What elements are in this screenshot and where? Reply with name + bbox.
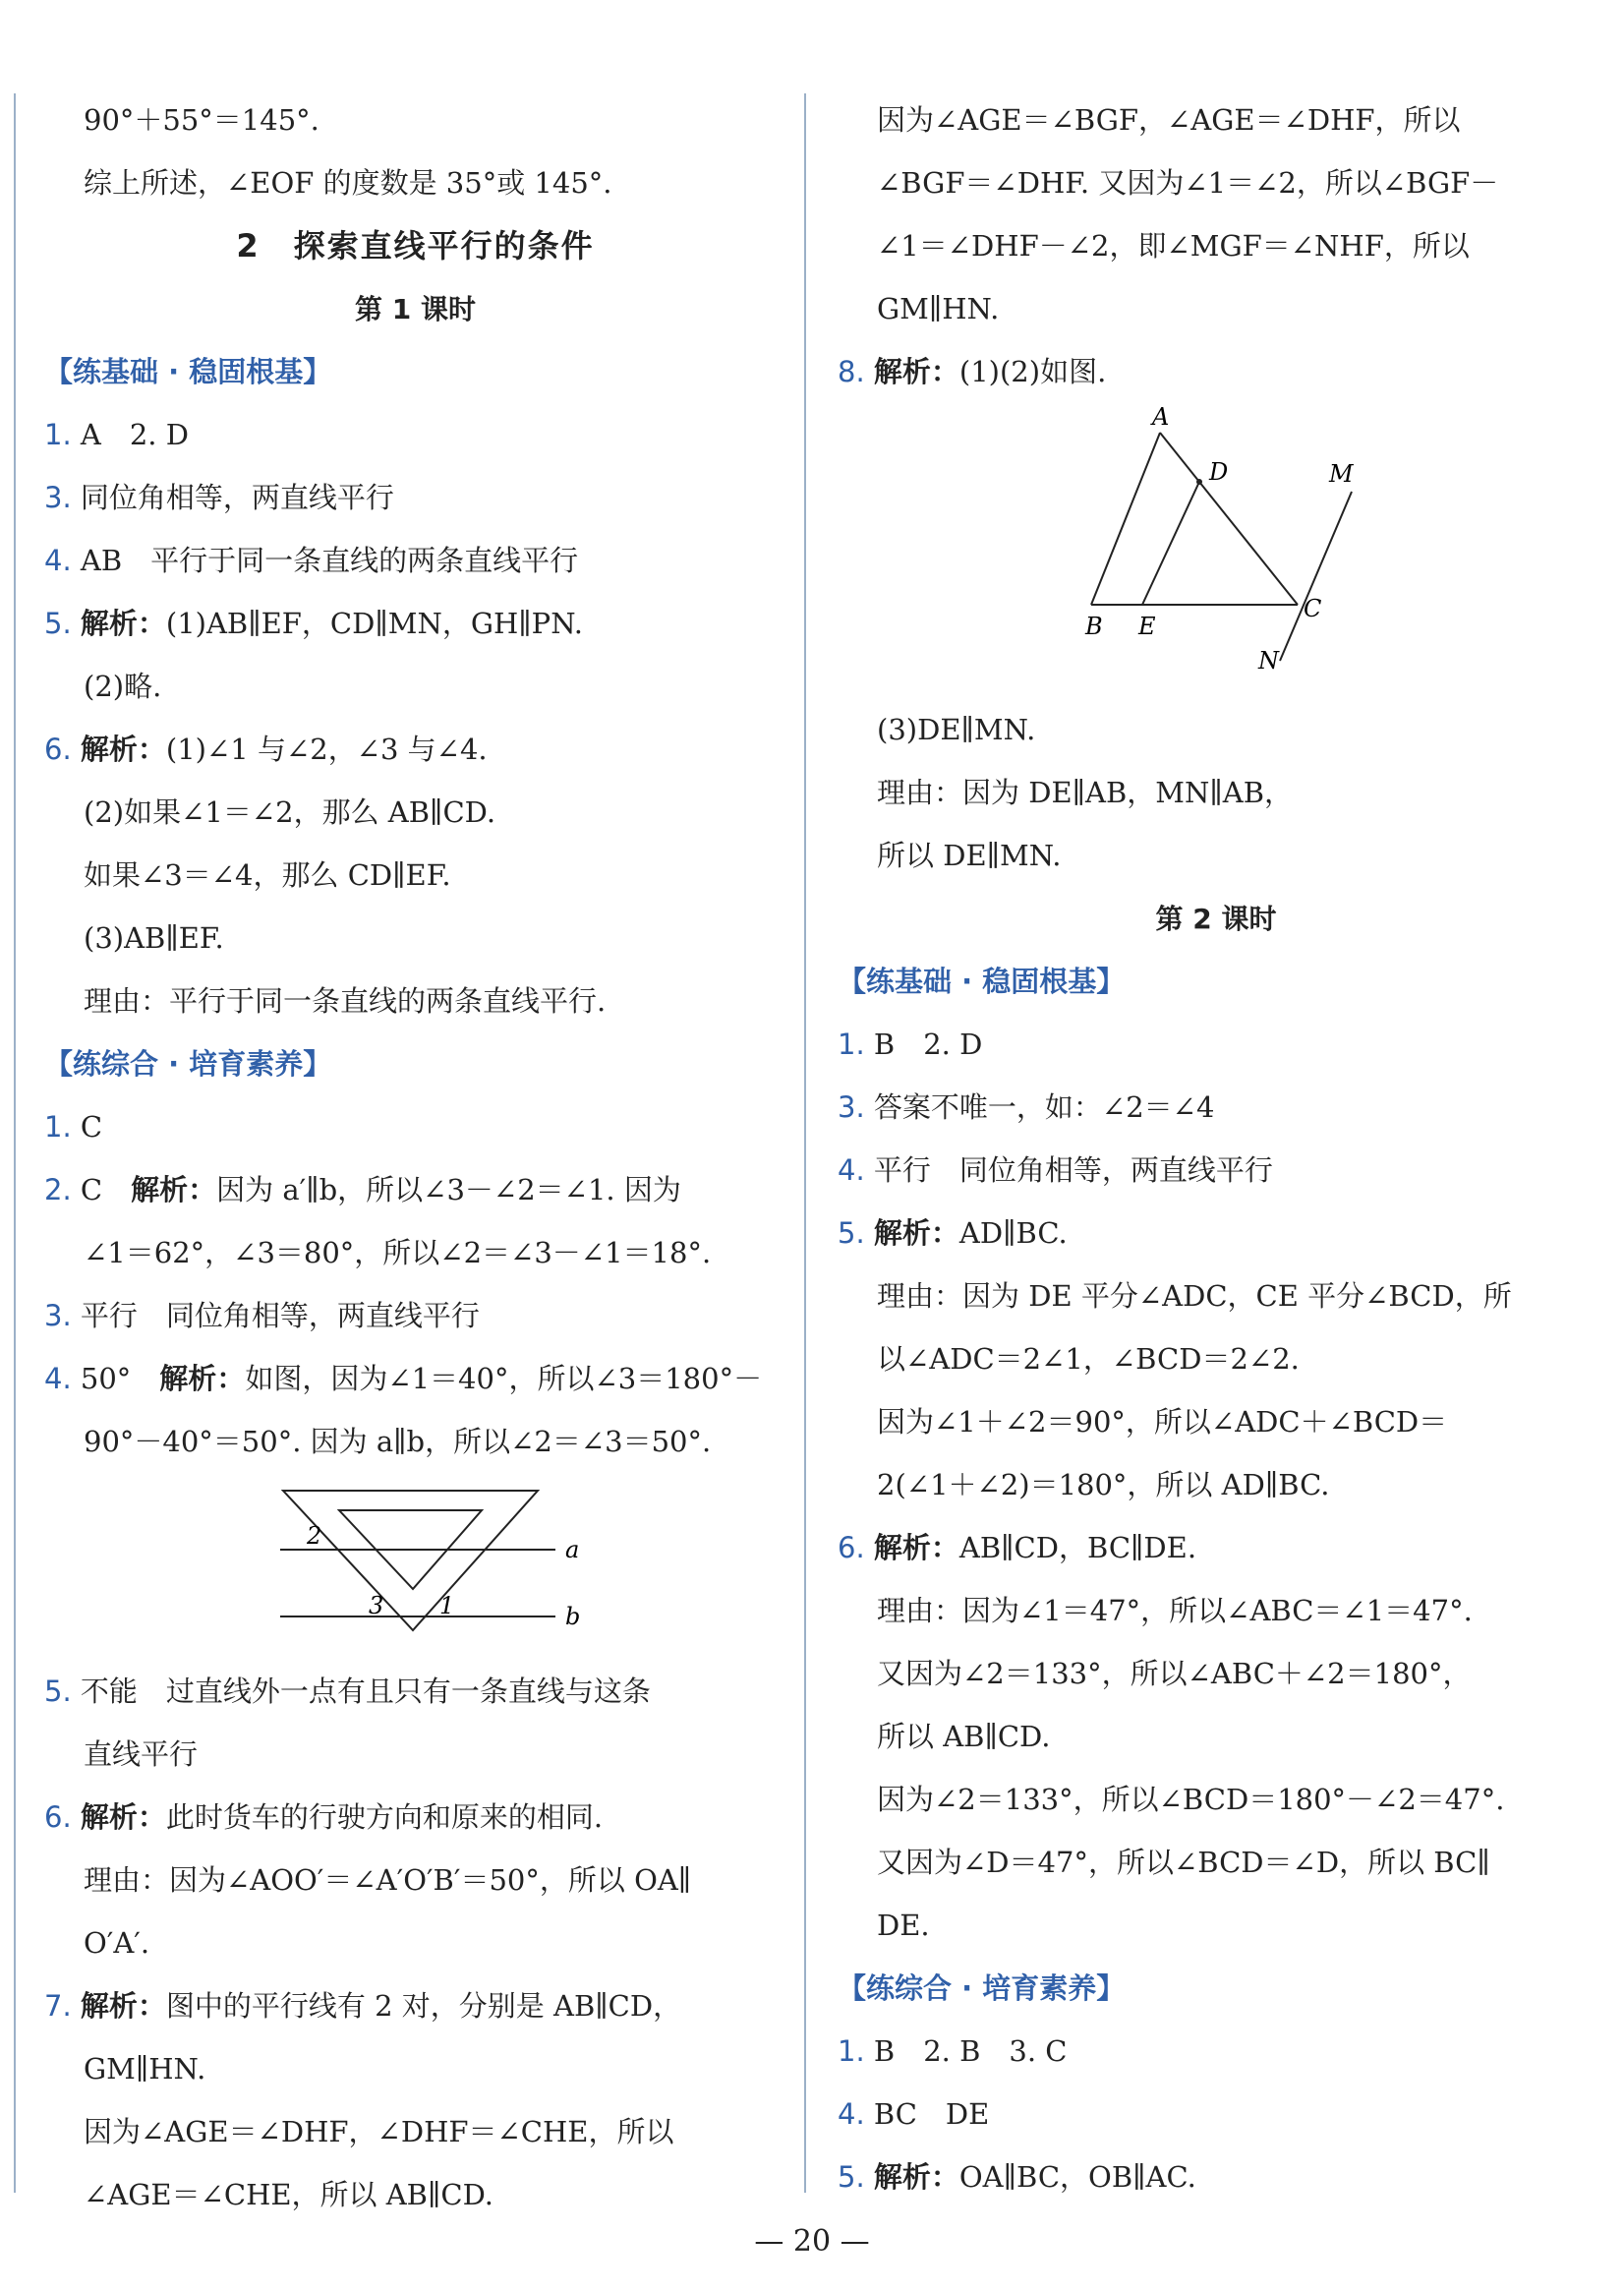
- answer-text: 因为 a′∥b，所以∠3－∠2＝∠1. 因为: [216, 1173, 681, 1206]
- answer-text: (1)(2)如图.: [958, 355, 1107, 388]
- section-title-text: 2 探索直线平行的条件: [236, 227, 595, 264]
- answer-text: ∠BGF＝∠DHF. 又因为∠1＝∠2，所以∠BGF－: [877, 166, 1499, 200]
- answer-text: O′A′.: [84, 1926, 150, 1960]
- question-number: 4.: [44, 544, 72, 577]
- answer-line: [838, 761, 1595, 824]
- vertex-label-a: A: [1152, 403, 1170, 431]
- answer-line: [44, 592, 786, 655]
- answer-text: 理由：因为∠AOO′＝∠A′O′B′＝50°，所以 OA∥: [84, 1863, 692, 1897]
- answer-text: AB 平行于同一条直线的两条直线平行: [80, 544, 579, 577]
- figure-triangle-abc-svg: [838, 403, 1595, 698]
- angle-label-2: 2: [307, 1522, 322, 1550]
- answer-text: 因为∠AGE＝∠DHF，∠DHF＝∠CHE，所以: [84, 2115, 674, 2148]
- answer-line: [838, 1390, 1595, 1453]
- answer-line: [838, 214, 1595, 277]
- answer-text: GM∥HN.: [84, 2052, 206, 2086]
- vertex-label-c: C: [1304, 595, 1322, 622]
- answer-line: [838, 1831, 1595, 1894]
- exercise-section-header: [838, 1957, 1595, 2020]
- question-number: 5.: [838, 1216, 865, 1250]
- answer-text: (3)AB∥EF.: [84, 921, 224, 955]
- figure-triangle-ruler: [44, 1473, 786, 1660]
- answer-line: [44, 529, 786, 592]
- answer-line: [44, 1410, 786, 1473]
- answer-text: 同位角相等，两直线平行: [80, 481, 394, 514]
- question-number: 6.: [44, 733, 72, 766]
- answer-text: GM∥HN.: [877, 292, 1000, 325]
- answer-text: (1)∠1 与∠2，∠3 与∠4.: [165, 733, 488, 766]
- question-number: 1.: [44, 418, 72, 451]
- answer-text: 因为∠AGE＝∠BGF，∠AGE＝∠DHF，所以: [877, 103, 1461, 137]
- left-column: [44, 88, 786, 2226]
- line-mn: [1280, 492, 1352, 661]
- answer-text: 以∠ADC＝2∠1，∠BCD＝2∠2.: [877, 1342, 1300, 1376]
- line-label-a: a: [565, 1536, 580, 1563]
- segment-de: [1142, 482, 1199, 605]
- lesson-heading-text: 第 1 课时: [355, 293, 476, 325]
- answer-line: [44, 907, 786, 970]
- answer-line: [838, 1579, 1595, 1642]
- answer-line: [44, 151, 786, 214]
- answer-line: [838, 1202, 1595, 1264]
- segment-ab: [1091, 433, 1160, 605]
- figure-triangle-ruler-svg: [44, 1473, 786, 1660]
- vertex-label-b: B: [1085, 613, 1103, 640]
- vertex-label-n: N: [1258, 647, 1279, 675]
- question-number: 4.: [838, 1153, 865, 1187]
- analysis-label: 解析：: [80, 1989, 166, 2023]
- answer-text: 50°: [80, 1362, 160, 1395]
- question-number: 5.: [44, 607, 72, 640]
- answer-line: [44, 655, 786, 718]
- analysis-label: 解析：: [873, 2160, 959, 2194]
- answer-text: 图中的平行线有 2 对，分别是 AB∥CD，: [165, 1989, 682, 2023]
- question-number: 4.: [838, 2097, 865, 2131]
- answer-line: [44, 2163, 786, 2226]
- answer-line: [838, 277, 1595, 340]
- answer-text: ∠1＝∠DHF－∠2，即∠MGF＝∠NHF，所以: [877, 229, 1470, 263]
- answer-line: [44, 466, 786, 529]
- lesson-heading: [44, 277, 786, 340]
- answer-line: [838, 1516, 1595, 1579]
- answer-text: DE.: [877, 1909, 930, 1942]
- answer-line: [838, 340, 1595, 403]
- analysis-label: 解析：: [873, 1216, 959, 1250]
- answer-line: [44, 1974, 786, 2037]
- exercise-section-header: [44, 340, 786, 403]
- analysis-label: 解析：: [873, 355, 959, 388]
- lesson-heading: [838, 887, 1595, 950]
- question-number: 6.: [44, 1800, 72, 1834]
- question-number: 3.: [44, 1299, 72, 1332]
- answer-line: [44, 1158, 786, 1221]
- analysis-label: 解析：: [873, 1531, 959, 1564]
- segment-ac: [1160, 433, 1298, 605]
- answer-line: [44, 88, 786, 151]
- analysis-label: 解析：: [131, 1173, 217, 1206]
- answer-text: 又因为∠2＝133°，所以∠ABC＋∠2＝180°，: [877, 1657, 1472, 1690]
- answer-text: AD∥BC.: [958, 1216, 1068, 1250]
- answer-text: 因为∠1＋∠2＝90°，所以∠ADC＋∠BCD＝: [877, 1405, 1448, 1439]
- answer-line: [44, 844, 786, 907]
- answer-line: [44, 1347, 786, 1410]
- answer-line: [44, 2100, 786, 2163]
- answer-line: [44, 970, 786, 1032]
- answer-line: [44, 781, 786, 844]
- answer-text: 此时货车的行驶方向和原来的相同.: [165, 1800, 604, 1834]
- answer-text: 理由：因为 DE 平分∠ADC，CE 平分∠BCD，所: [877, 1279, 1512, 1313]
- answer-text: ∠AGE＝∠CHE，所以 AB∥CD.: [84, 2178, 494, 2211]
- answer-line: [838, 2083, 1595, 2145]
- answer-line: [44, 1849, 786, 1911]
- answer-text: 理由：因为 DE∥AB，MN∥AB，: [877, 776, 1294, 809]
- exercise-section-header-text: 【练基础 · 稳固根基】: [44, 355, 332, 388]
- answer-line: [44, 1660, 786, 1723]
- answer-line: [838, 2145, 1595, 2208]
- answer-line: [838, 1642, 1595, 1705]
- page-number: — 20 —: [754, 2224, 870, 2259]
- outer-triangle: [283, 1491, 538, 1630]
- answer-text: AB∥CD，BC∥DE.: [958, 1531, 1197, 1564]
- answer-text: A 2. D: [80, 418, 189, 451]
- column-divider: [804, 93, 806, 2193]
- answer-line: [44, 1221, 786, 1284]
- answer-line: [838, 1076, 1595, 1139]
- question-number: 1.: [838, 2034, 865, 2068]
- answer-line: [838, 1768, 1595, 1831]
- answer-text: C: [80, 1173, 132, 1206]
- answer-line: [44, 1786, 786, 1849]
- lesson-heading-text: 第 2 课时: [1155, 903, 1277, 935]
- answer-line: [838, 88, 1595, 151]
- question-number: 8.: [838, 355, 865, 388]
- question-number: 5.: [838, 2160, 865, 2194]
- answer-text: 理由：因为∠1＝47°，所以∠ABC＝∠1＝47°.: [877, 1594, 1473, 1627]
- answer-text: (3)DE∥MN.: [877, 713, 1036, 746]
- answer-line: [44, 1911, 786, 1974]
- answer-line: [838, 1327, 1595, 1390]
- question-number: 1.: [838, 1028, 865, 1061]
- exercise-section-header: [44, 1032, 786, 1095]
- vertex-label-m: M: [1329, 460, 1354, 488]
- angle-label-3: 3: [369, 1592, 384, 1619]
- question-number: 7.: [44, 1989, 72, 2023]
- answer-text: 平行 同位角相等，两直线平行: [873, 1153, 1273, 1187]
- answer-text: 综上所述，∠EOF 的度数是 35°或 145°.: [84, 166, 612, 200]
- exercise-section-header: [838, 950, 1595, 1013]
- answer-line: [838, 824, 1595, 887]
- answer-text: 又因为∠D＝47°，所以∠BCD＝∠D，所以 BC∥: [877, 1846, 1490, 1879]
- answer-text: 90°＋55°＝145°.: [84, 103, 319, 137]
- answer-line: [44, 403, 786, 466]
- answer-line: [44, 1095, 786, 1158]
- answer-line: [44, 1723, 786, 1786]
- section-title: [44, 214, 786, 277]
- answer-line: [44, 1284, 786, 1347]
- left-margin-rule: [14, 93, 16, 2193]
- answer-text: B 2. D: [873, 1028, 983, 1061]
- answer-line: [838, 1705, 1595, 1768]
- answer-line: [838, 1264, 1595, 1327]
- answer-text: C: [80, 1110, 103, 1144]
- answer-text: 答案不唯一，如：∠2＝∠4: [873, 1090, 1215, 1124]
- question-number: 5.: [44, 1675, 72, 1708]
- answer-line: [838, 1139, 1595, 1202]
- vertex-label-e: E: [1138, 613, 1156, 640]
- answer-text: 平行 同位角相等，两直线平行: [80, 1299, 480, 1332]
- answer-text: 直线平行: [84, 1737, 199, 1771]
- question-number: 3.: [44, 481, 72, 514]
- answer-text: (2)略.: [84, 670, 162, 703]
- answer-line: [838, 1894, 1595, 1957]
- answer-text: 如图，因为∠1＝40°，所以∠3＝180°－: [245, 1362, 763, 1395]
- question-number: 3.: [838, 1090, 865, 1124]
- question-number: 1.: [44, 1110, 72, 1144]
- answer-text: BC DE: [873, 2097, 990, 2131]
- figure-triangle-abc: [838, 403, 1595, 698]
- answer-line: [838, 1453, 1595, 1516]
- answer-line: [838, 1013, 1595, 1076]
- angle-label-1: 1: [439, 1592, 455, 1619]
- answer-text: 2(∠1＋∠2)＝180°，所以 AD∥BC.: [877, 1468, 1330, 1501]
- answer-text: 90°－40°＝50°. 因为 a∥b，所以∠2＝∠3＝50°.: [84, 1425, 712, 1458]
- question-number: 4.: [44, 1362, 72, 1395]
- answer-line: [838, 698, 1595, 761]
- analysis-label: 解析：: [159, 1362, 246, 1395]
- vertex-label-d: D: [1209, 458, 1229, 486]
- exercise-section-header-text: 【练基础 · 稳固根基】: [838, 965, 1126, 998]
- analysis-label: 解析：: [80, 607, 166, 640]
- answer-line: [44, 2037, 786, 2100]
- answer-line: [838, 151, 1595, 214]
- answer-line: [44, 718, 786, 781]
- answer-text: 所以 AB∥CD.: [877, 1720, 1051, 1753]
- answer-text: 如果∠3＝∠4，那么 CD∥EF.: [84, 858, 451, 892]
- exercise-section-header-text: 【练综合 · 培育素养】: [838, 1971, 1126, 2005]
- answer-text: (2)如果∠1＝∠2，那么 AB∥CD.: [84, 795, 496, 829]
- answer-text: ∠1＝62°，∠3＝80°，所以∠2＝∠3－∠1＝18°.: [84, 1236, 712, 1269]
- answer-text: OA∥BC，OB∥AC.: [958, 2160, 1196, 2194]
- right-column: [838, 88, 1595, 2208]
- answer-text: (1)AB∥EF，CD∥MN，GH∥PN.: [165, 607, 583, 640]
- answer-text: B 2. B 3. C: [873, 2034, 1068, 2068]
- analysis-label: 解析：: [80, 733, 166, 766]
- line-label-b: b: [565, 1603, 581, 1630]
- answer-text: 因为∠2＝133°，所以∠BCD＝180°－∠2＝47°.: [877, 1783, 1505, 1816]
- answer-line: [838, 2020, 1595, 2083]
- answer-text: 所以 DE∥MN.: [877, 839, 1062, 872]
- point-d: [1196, 479, 1202, 485]
- answer-text: 理由：平行于同一条直线的两条直线平行.: [84, 984, 607, 1018]
- analysis-label: 解析：: [80, 1800, 166, 1834]
- exercise-section-header-text: 【练综合 · 培育素养】: [44, 1047, 332, 1081]
- question-number: 2.: [44, 1173, 72, 1206]
- answer-text: 不能 过直线外一点有且只有一条直线与这条: [80, 1675, 651, 1708]
- question-number: 6.: [838, 1531, 865, 1564]
